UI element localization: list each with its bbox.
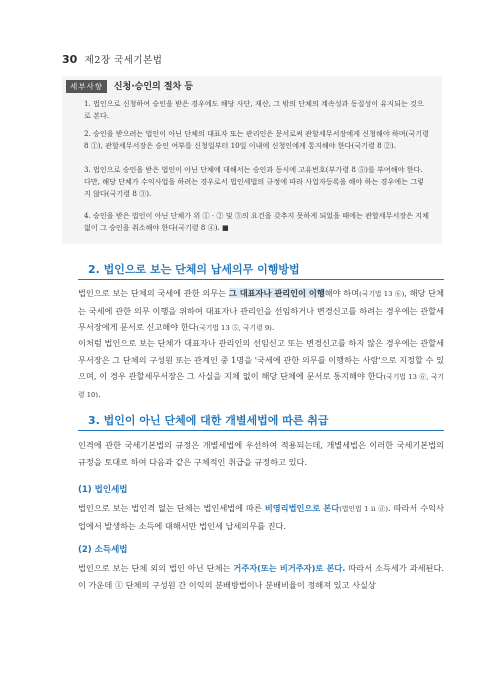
detail-item-2: 2. 승인을 받으려는 법인이 아닌 단체의 대표자 또는 관리인은 문서로써 관할세무서장에게 신청해야 하며(국기령 8 ①), 관할세무서장은 승인 여부를 신청일부터 10일 이내에 신청인에게 통지해야 한다(국기령 8 ②). bbox=[84, 129, 429, 150]
section-2-rule bbox=[78, 279, 444, 280]
detail-item-1: 1. 법인으로 신청하여 승인을 받은 경우에도 해당 사단, 재산, 그 밖의 단체의 계속성과 동질성이 유지되는 것으로 본다. bbox=[84, 99, 424, 120]
section-2-paragraph-2: 이처럼 법인으로 보는 단체가 대표자나 관리인의 선임신고 또는 변경신고를 하지 않은 경우에는 관할세무서장은 그 단체의 구성원 또는 관계인 중 1명을 '국세에 관한 의무를 이행하는 사람'으로 지정할 수 있으며, 이 경우 관할세무서장은 그 사실을 지체 없이 해당 단체에 문서로 통지해야 한다(국기법 13 ⑥, 국기령 10). bbox=[78, 338, 444, 399]
highlight-representative: 그 대표자나 관리인이 이행 bbox=[228, 288, 325, 298]
detail-heading bbox=[66, 79, 193, 93]
section-3-rule bbox=[78, 430, 444, 431]
detail-tag: 세부사항 bbox=[66, 80, 107, 93]
subsection-2-title: (2) 소득세법 bbox=[78, 545, 128, 555]
page-number: 30 bbox=[62, 53, 78, 66]
highlight-nonprofit: 비영리법인으로 본다 bbox=[264, 503, 340, 513]
section-3-intro: 인격에 관한 국세기본법의 규정은 개별세법에 우선하여 적용되는데, 개별세법은 이러한 국세기본법의 규정을 토대로 하여 다음과 같은 구체적인 취급을 규정하고 있다. bbox=[78, 440, 444, 467]
subsection-2-paragraph: 법인으로 보는 단체 외의 법인 아닌 단체는 거주자(또는 비거주자)로 본다. 따라서 소득세가 과세된다. 이 가운데 ① 단체의 구성원 간 이익의 분배방법이나 분배비율이 정해져 있고 사실상 bbox=[78, 563, 444, 590]
section-3-title: 3. 법인이 아닌 단체에 대한 개별세법에 따른 취급 bbox=[88, 414, 329, 427]
section-2-title: 2. 법인으로 보는 단체의 납세의무 이행방법 bbox=[88, 263, 300, 276]
detail-item-3: 3. 법인으로 승인을 받은 법인이 아닌 단체에 대해서는 승인과 동시에 고유번호(부가령 8 ⑤)를 부여해야 한다. 다만, 해당 단체가 수익사업을 하려는 경우로서 법인세법의 규정에 따라 사업자등록을 해야 하는 경우에는 그렇지 않다(국기령 8 ③). bbox=[84, 165, 424, 198]
detail-item-4: 4. 승인을 받은 법인이 아닌 단체가 위 ① · ② 및 ③의 요건을 갖추지 못하게 되었을 때에는 관할세무서장은 지체 없이 그 승인을 취소해야 한다(국기령 8 ④). ■ bbox=[84, 211, 429, 232]
detail-title: 신청·승인의 절차 등 bbox=[113, 82, 194, 92]
highlight-resident: 거주자(또는 비거주자)로 본다. bbox=[233, 563, 346, 573]
section-2-paragraph-1: 법인으로 보는 단체의 국세에 관한 의무는 그 대표자나 관리인이 이행해야 하며(국기법 13 ⑥), 해당 단체는 국세에 관한 의무 이행을 위하여 대표자나 관리인을 선임하거나 변경신고를 하려는 경우에는 관할세무서장에게 문서로 신고해야 한다(국기법 13 ⑤, 국기령 9). bbox=[78, 288, 444, 332]
detail-box bbox=[62, 76, 442, 244]
running-header bbox=[62, 52, 162, 66]
subsection-1-paragraph: 법인으로 보는 법인격 없는 단체는 법인세법에 따른 비영리법인으로 본다(법인법 1 ⅱ ⓓ). 따라서 수익사업에서 발생하는 소득에 대해서만 법인세 납세의무를 진다. bbox=[78, 503, 445, 531]
subsection-1-title: (1) 법인세법 bbox=[78, 485, 128, 495]
chapter-title: 제2장 국세기본법 bbox=[84, 55, 163, 66]
